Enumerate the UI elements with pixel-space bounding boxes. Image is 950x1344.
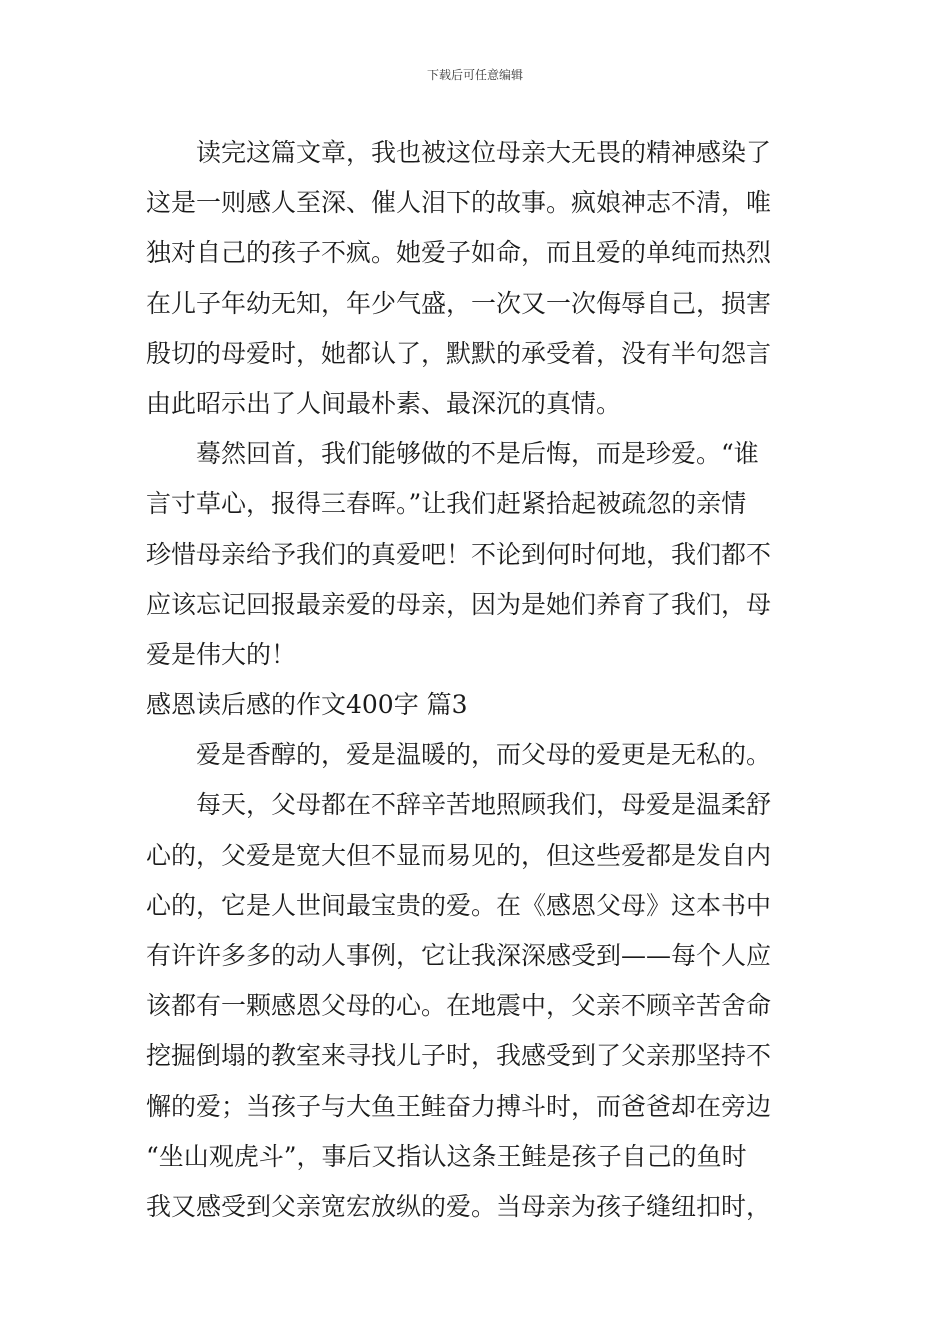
text-line: 爱是香醇的，爱是温暖的，而父母的爱更是无私的。 xyxy=(196,740,772,770)
text-line: 爱是伟大的！ xyxy=(146,639,297,669)
text-line: “坐山观虎斗”，事后又指认这条王鲑是孩子自己的鱼时 xyxy=(146,1141,747,1171)
text-line: 每天，父母都在不辞辛苦地照顾我们，母爱是温柔舒 xyxy=(196,790,772,820)
text-line: 在儿子年幼无知，年少气盛，一次又一次侮辱自己，损害 xyxy=(146,288,772,318)
text-line: 蓦然回首，我们能够做的不是后悔，而是珍爱。“谁 xyxy=(196,439,759,469)
text-line: 这是一则感人至深、催人泪下的故事。疯娘神志不清，唯 xyxy=(146,188,772,218)
page-header: 下载后可任意编辑 xyxy=(426,68,523,82)
text-line: 殷切的母爱时，她都认了，默默的承受着，没有半句怨言 xyxy=(146,338,772,368)
text-line: 应该忘记回报最亲爱的母亲，因为是她们养育了我们，母 xyxy=(146,589,772,619)
text-line: 该都有一颗感恩父母的心。在地震中，父亲不顾辛苦舍命 xyxy=(146,991,772,1021)
text-line: 挖掘倒塌的教室来寻找儿子时，我感受到了父亲那坚持不 xyxy=(146,1041,772,1071)
text-line: 由此昭示出了人间最朴素、最深沉的真情。 xyxy=(146,388,622,418)
text-line: 懈的爱；当孩子与大鱼王鲑奋力搏斗时，而爸爸却在旁边 xyxy=(146,1091,772,1121)
section-heading: 感恩读后感的作文400字 篇3 xyxy=(146,690,468,720)
text-line: 珍惜母亲给予我们的真爱吧！不论到何时何地，我们都不 xyxy=(146,539,772,569)
text-line: 言寸草心，报得三春晖。”让我们赶紧拾起被疏忽的亲情 xyxy=(146,489,747,519)
text-line: 心的，父爱是宽大但不显而易见的，但这些爱都是发自内 xyxy=(146,840,772,870)
text-line: 我又感受到父亲宽宏放纵的爱。当母亲为孩子缝纽扣时， xyxy=(146,1191,772,1221)
text-line: 读完这篇文章，我也被这位母亲大无畏的精神感染了 xyxy=(196,138,772,167)
text-line: 独对自己的孩子不疯。她爱子如命，而且爱的单纯而热烈 xyxy=(146,238,772,268)
document-body xyxy=(146,128,810,1232)
text-line: 心的，它是人世间最宝贵的爱。在《感恩父母》这本书中 xyxy=(146,890,772,920)
text-line: 有许许多多的动人事例，它让我深深感受到——每个人应 xyxy=(146,941,772,970)
